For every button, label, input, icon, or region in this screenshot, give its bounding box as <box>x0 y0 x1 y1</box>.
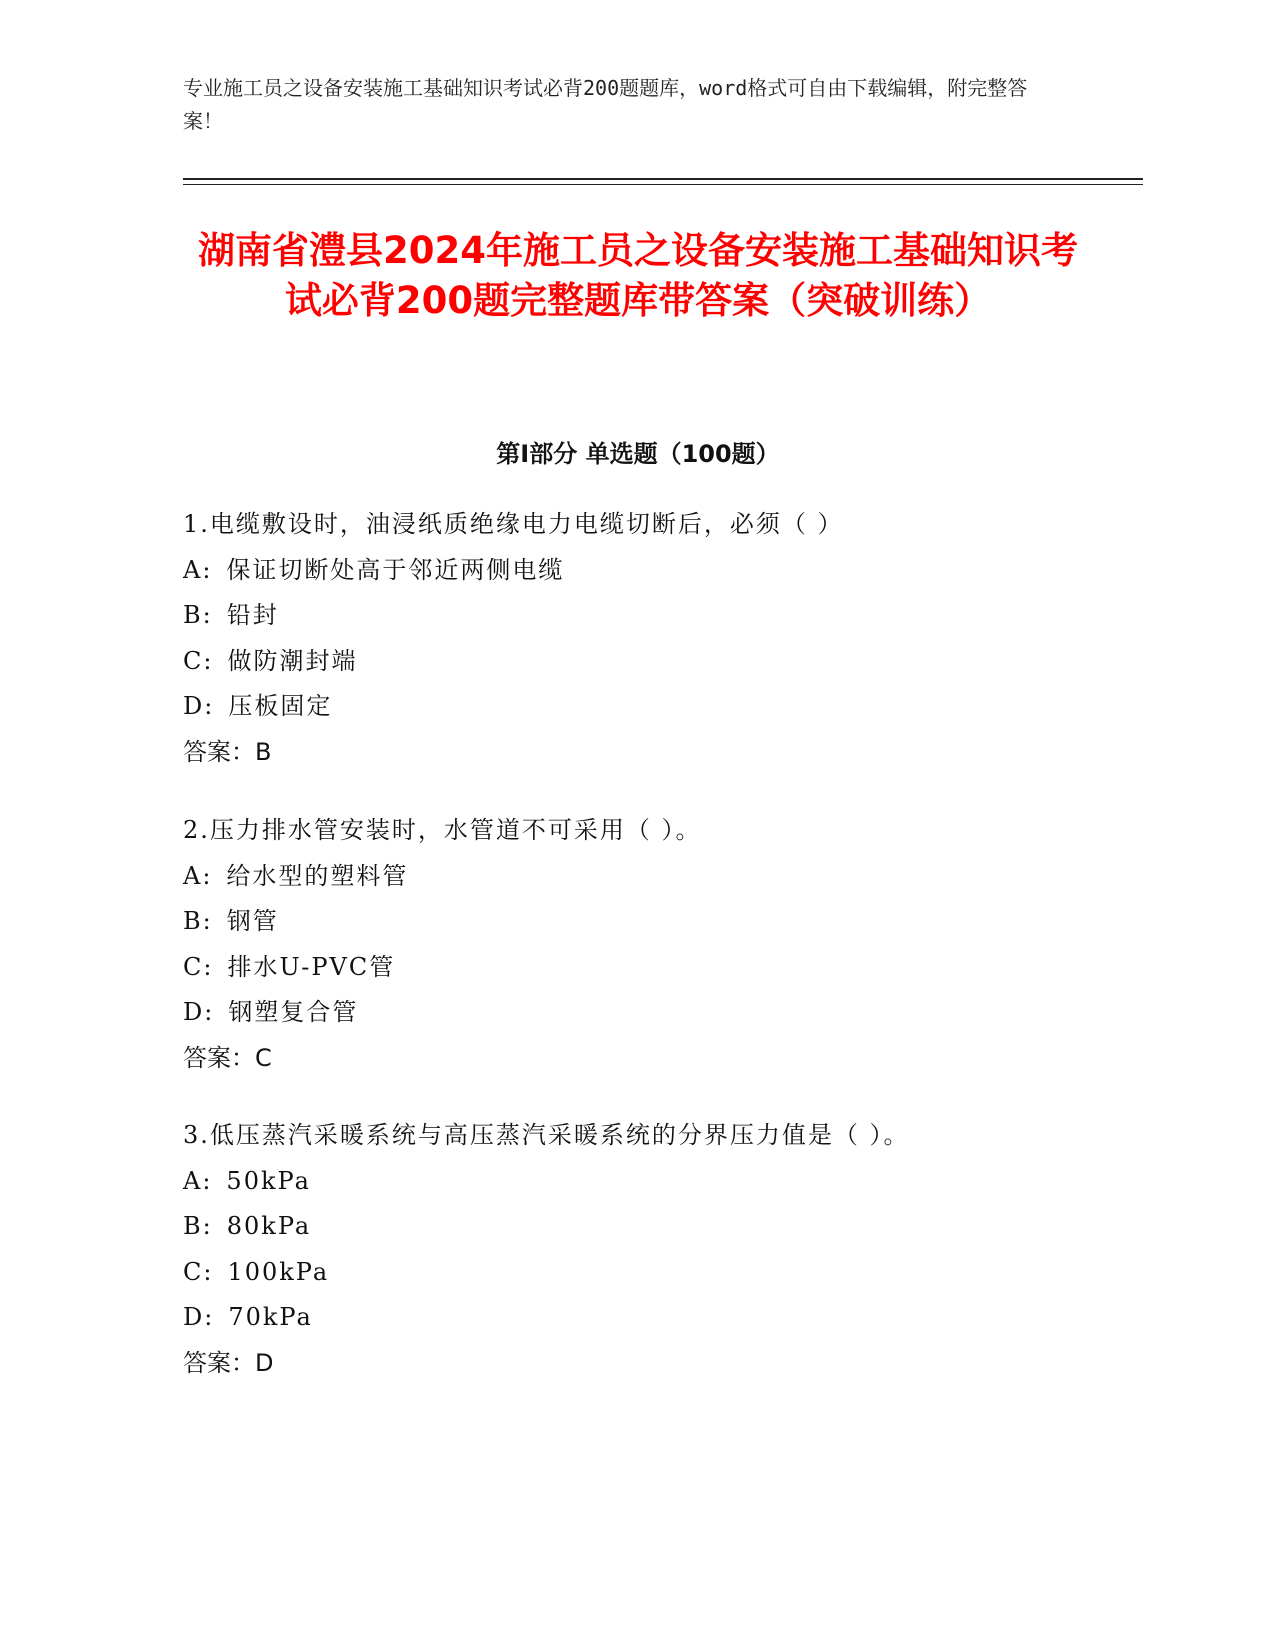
option-text: 保证切断处高于邻近两侧电缆 <box>226 555 565 584</box>
option-c <box>183 639 1143 685</box>
header-note: 专业施工员之设备安装施工基础知识考试必背200题题库，word格式可自由下载编辑，附完整答案！ <box>183 76 1028 133</box>
option-text: 钢塑复合管 <box>228 998 359 1026</box>
option-a <box>183 1159 1143 1205</box>
question-stem: 2.压力排水管安装时，水管道不可采用（ ）。 <box>183 816 702 844</box>
option-text: 排水U-PVC管 <box>227 952 396 981</box>
option-key: C: <box>183 1257 214 1286</box>
question-stem: 3.低压蒸汽采暖系统与高压蒸汽采暖系统的分界压力值是（ ）。 <box>183 1121 910 1149</box>
option-key: B: <box>183 601 213 629</box>
question-2 <box>183 808 1143 1081</box>
option-key: C: <box>183 646 214 675</box>
option-key: C: <box>183 952 214 981</box>
option-text: 100kPa <box>227 1257 330 1286</box>
option-key: B: <box>183 1212 213 1240</box>
option-text: 50kPa <box>226 1166 311 1195</box>
option-text: 压板固定 <box>228 692 333 720</box>
header-rule-thick <box>183 178 1143 180</box>
option-c <box>183 945 1143 991</box>
document-title: 湖南省澧县2024年施工员之设备安装施工基础知识考试必背200题完整题库带答案（突破训练） <box>198 229 1078 322</box>
option-text: 80kPa <box>226 1212 312 1240</box>
option-b <box>183 593 1143 639</box>
option-a <box>183 548 1143 594</box>
option-b <box>183 1204 1143 1250</box>
option-key: D: <box>183 998 215 1026</box>
option-d <box>183 1295 1143 1341</box>
option-key: D: <box>183 1303 215 1331</box>
option-d <box>183 684 1143 730</box>
answer-line: 答案：C <box>183 1043 272 1072</box>
question-3 <box>183 1113 1143 1386</box>
option-key: B: <box>183 907 213 935</box>
option-key: D: <box>183 692 215 720</box>
option-text: 铅封 <box>226 601 279 629</box>
answer-line: 答案：B <box>183 737 272 766</box>
option-a <box>183 854 1143 900</box>
option-text: 给水型的塑料管 <box>226 861 409 890</box>
header-rule-thin <box>183 184 1143 185</box>
option-text: 做防潮封端 <box>227 646 358 675</box>
option-d <box>183 990 1143 1036</box>
option-key: A: <box>183 861 213 890</box>
answer-line: 答案：D <box>183 1348 274 1377</box>
option-text: 钢管 <box>226 907 279 935</box>
question-1 <box>183 502 1143 775</box>
option-c <box>183 1250 1143 1296</box>
section-heading: 第Ⅰ部分 单选题（100题） <box>496 440 780 468</box>
question-stem: 1.电缆敷设时，油浸纸质绝缘电力电缆切断后，必须（ ） <box>183 510 844 538</box>
option-key: A: <box>183 1166 213 1195</box>
option-b <box>183 899 1143 945</box>
option-key: A: <box>183 555 213 584</box>
option-text: 70kPa <box>228 1303 313 1331</box>
